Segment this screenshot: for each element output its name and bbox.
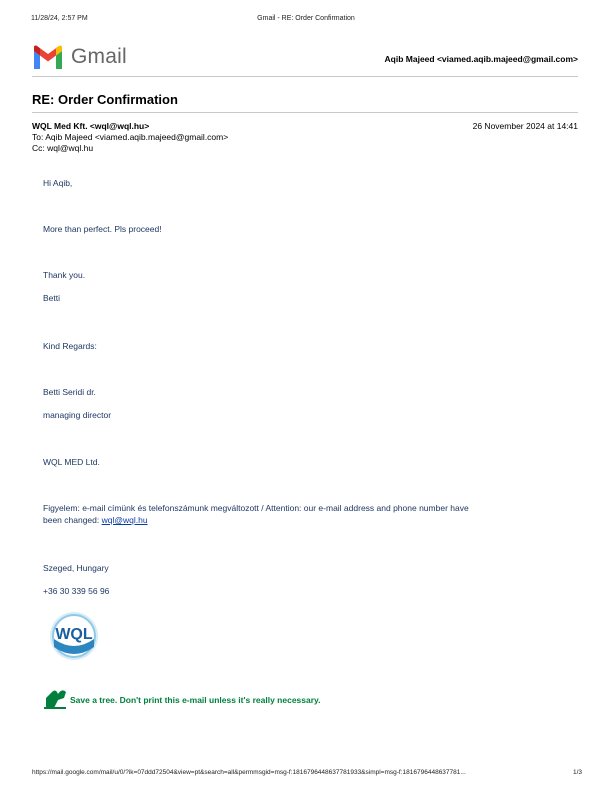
notice-line-2 [43,515,148,525]
location: Szeged, Hungary [43,563,109,573]
gmail-logo[interactable] [32,44,127,70]
print-title: Gmail - RE: Order Confirmation [257,15,355,22]
email-cc: Cc: wql@wql.hu [32,143,94,153]
phone: +36 30 339 56 96 [43,586,110,596]
page-number: 1/3 [572,769,582,776]
email-date: 26 November 2024 at 14:41 [472,121,578,131]
divider [32,76,578,77]
tree-note-text: Save a tree. Don't print this e-mail unless it's really necessary. [70,694,321,705]
email-link[interactable]: wql@wql.hu [101,515,148,525]
body-line: More than perfect. Pls proceed! [43,224,162,234]
print-date: 11/28/24, 2:57 PM [31,15,88,22]
company-logo [46,611,102,666]
gmail-logo-text: Gmail [71,45,127,68]
notice-text: been changed: [43,515,102,525]
signature-title: managing director [43,410,112,420]
footer-url: https://mail.google.com/mail/u/0/?ik=07ddd72504&view=pt&search=all&permmsgid=msg-f:1816796448637781933&simpl=msg-f:1816796448637781... [32,769,466,776]
email-from: WQL Med Kft. <wql@wql.hu> [32,121,150,131]
email-subject: RE: Order Confirmation [32,92,178,107]
gmail-m-icon [32,45,64,69]
sender-short-name: Betti [43,293,61,303]
notice-line-1: Figyelem: e-mail címünk és telefonszámunk megváltozott / Attention: our e-mail address and phone number have [43,503,469,513]
tree-icon [42,684,68,715]
signature-company: WQL MED Ltd. [43,457,100,467]
thanks-line: Thank you. [43,270,86,280]
save-tree-note [42,684,321,715]
greeting: Hi Aqib, [43,178,73,188]
signature-name: Betti Seridi dr. [43,387,96,397]
regards-line: Kind Regards: [43,341,97,351]
email-to: To: Aqib Majeed <viamed.aqib.majeed@gmail.com> [32,132,229,142]
divider [32,112,578,113]
account-name: Aqib Majeed <viamed.aqib.majeed@gmail.com> [384,54,578,64]
company-logo-text: WQL [55,626,93,643]
